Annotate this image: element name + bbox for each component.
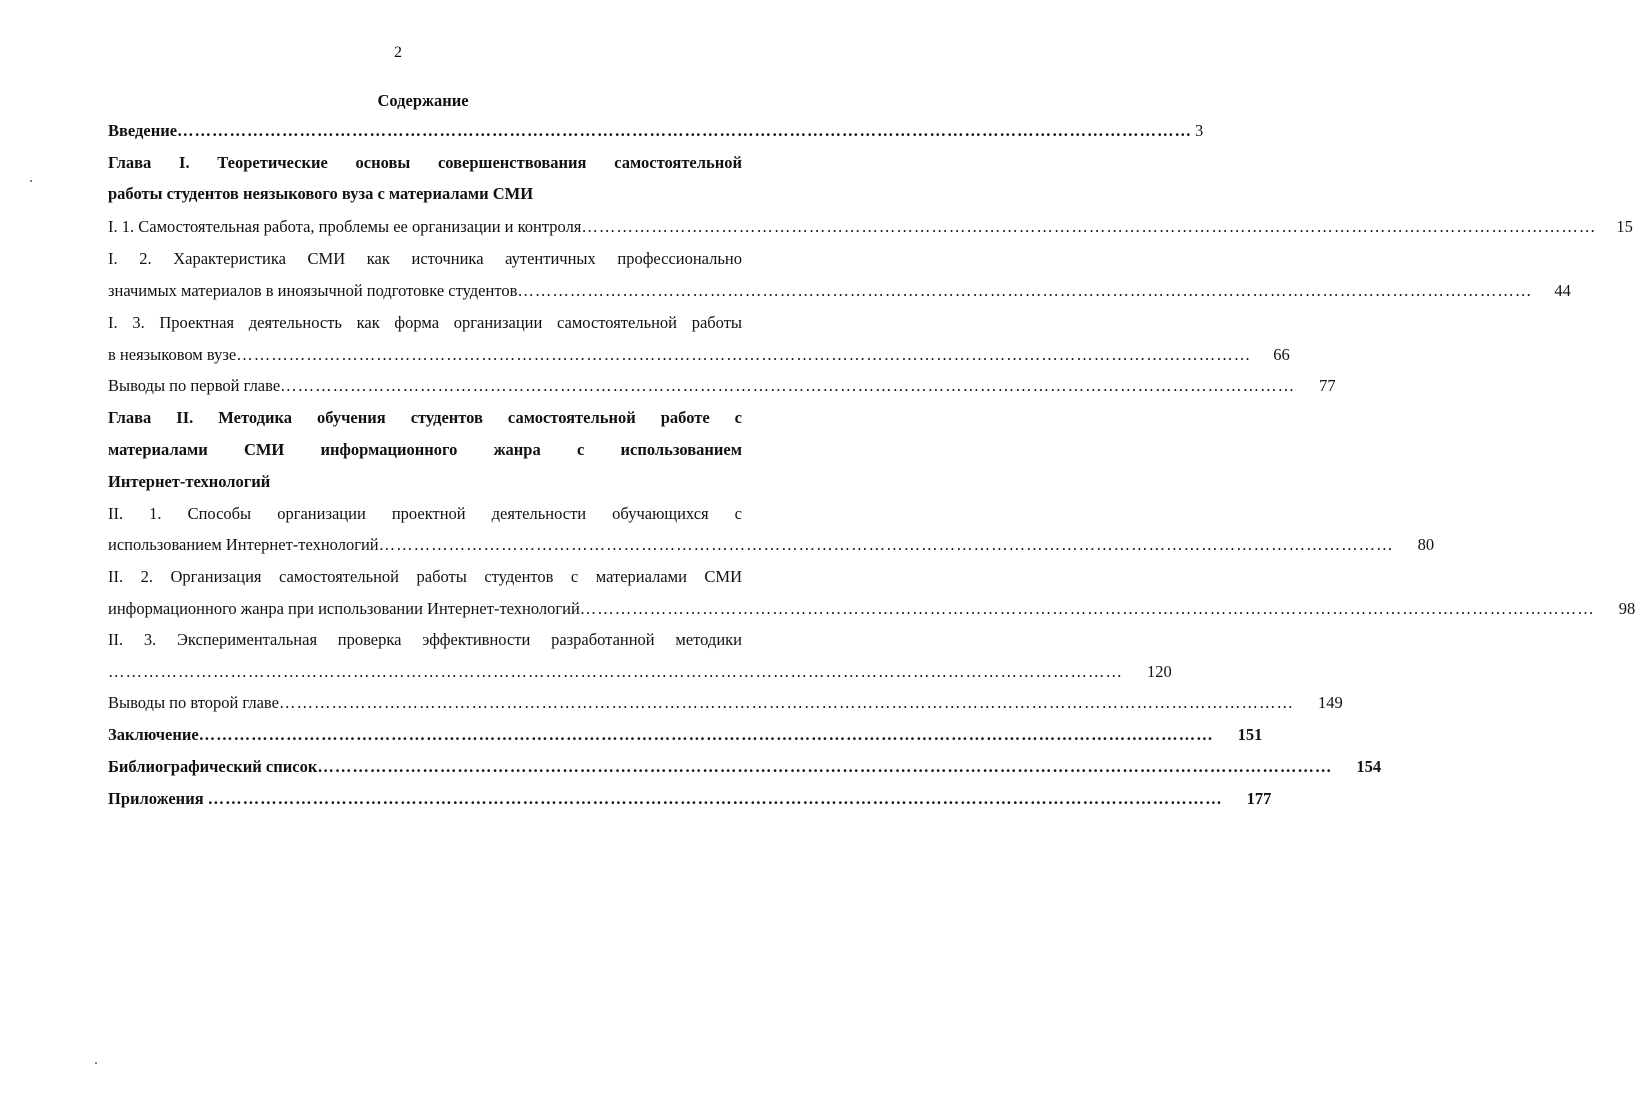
entry-page: 44 <box>1554 281 1571 300</box>
dot-leader: ………………………………………………………………………………………………………………………………………………………… <box>108 662 1123 681</box>
page-number: 2 <box>394 44 402 61</box>
dot-leader: ………………………………………………………………………………………………………………………………………………………… <box>207 789 1223 808</box>
toc-chapter-2-line2[interactable]: материалами СМИ информационного жанра с использованием <box>108 440 742 459</box>
toc-entry-1-2-line2[interactable] <box>108 281 1571 301</box>
toc-chapter-2-line1[interactable]: Глава II. Методика обучения студентов самостоятельной работе с <box>108 408 742 427</box>
entry-page: 3 <box>1195 121 1204 140</box>
entry-page: 120 <box>1147 662 1172 681</box>
entry-label: Выводы по первой главе <box>108 376 281 395</box>
entry-label: Выводы по второй главе <box>108 693 279 712</box>
toc-entry-conclusion[interactable] <box>108 725 1263 745</box>
entry-page: 154 <box>1356 757 1382 776</box>
toc-chapter-2-line3[interactable]: Интернет-технологий <box>108 472 271 491</box>
toc-entry-2-1-line2[interactable] <box>108 535 1435 555</box>
entry-page: 177 <box>1246 789 1272 808</box>
toc-entry-1-1[interactable] <box>108 217 1633 237</box>
toc-entry-2-3-line1[interactable]: II. 3. Экспериментальная проверка эффективности разработанной методики <box>108 630 742 649</box>
toc-entry-1-3-line2[interactable] <box>108 345 1290 365</box>
entry-label: в неязыковом вузе <box>108 345 237 364</box>
scan-speck <box>30 180 32 182</box>
scan-speck <box>95 1062 97 1064</box>
dot-leader: ………………………………………………………………………………………………………………………………………………………… <box>177 121 1193 140</box>
dot-leader: ………………………………………………………………………………………………………………………………………………………… <box>317 757 1333 776</box>
dot-leader: ………………………………………………………………………………………………………………………………………………………… <box>581 217 1597 236</box>
entry-page: 149 <box>1317 693 1343 712</box>
entry-page: 15 <box>1616 217 1633 236</box>
toc-entry-appendices[interactable] <box>108 789 1272 809</box>
dot-leader: ………………………………………………………………………………………………………………………………………………………… <box>280 376 1296 395</box>
dot-leader: ………………………………………………………………………………………………………………………………………………………… <box>278 693 1294 712</box>
dot-leader: ………………………………………………………………………………………………………………………………………………………… <box>517 281 1533 300</box>
toc-entry-introduction[interactable] <box>108 121 1204 141</box>
dot-leader: ………………………………………………………………………………………………………………………………………………………… <box>579 599 1595 618</box>
entry-page: 66 <box>1273 345 1290 364</box>
toc-entry-1-2-line1[interactable]: I. 2. Характеристика СМИ как источника аутентичных профессионально <box>108 249 742 268</box>
toc-entry-2-3-line2[interactable] <box>108 662 1172 682</box>
toc-entry-2-2-line1[interactable]: II. 2. Организация самостоятельной работы студентов с материалами СМИ <box>108 567 742 586</box>
entry-label: использованием Интернет-технологий <box>108 535 379 554</box>
entry-label: Библиографический список <box>108 757 318 776</box>
entry-label: Введение <box>108 121 178 140</box>
entry-page: 77 <box>1319 376 1336 395</box>
toc-entry-conclusions-2[interactable] <box>108 693 1343 713</box>
entry-label: Приложения <box>108 789 204 808</box>
entry-label: значимых материалов в иноязычной подготовке студентов <box>108 281 518 300</box>
toc-chapter-1-line1[interactable]: Глава I. Теоретические основы совершенствования самостоятельной <box>108 153 742 172</box>
toc-entry-2-2-line2[interactable] <box>108 599 1635 619</box>
entry-page: 151 <box>1237 725 1263 744</box>
toc-entry-1-3-line1[interactable]: I. 3. Проектная деятельность как форма организации самостоятельной работы <box>108 313 742 332</box>
entry-label: I. 1. Самостоятельная работа, проблемы ее организации и контроля <box>108 217 582 236</box>
entry-page: 98 <box>1618 599 1635 618</box>
toc-entry-bibliography[interactable] <box>108 757 1382 777</box>
toc-title: Содержание <box>377 91 469 110</box>
entry-label: информационного жанра при использовании Интернет-технологий <box>108 599 580 618</box>
toc-entry-conclusions-1[interactable] <box>108 376 1336 396</box>
toc-chapter-1-line2[interactable]: работы студентов неязыкового вуза с материалами СМИ <box>108 184 534 203</box>
dot-leader: ………………………………………………………………………………………………………………………………………………………… <box>236 345 1252 364</box>
entry-label: Заключение <box>108 725 199 744</box>
dot-leader: ………………………………………………………………………………………………………………………………………………………… <box>378 535 1394 554</box>
dot-leader: ………………………………………………………………………………………………………………………………………………………… <box>198 725 1214 744</box>
toc-entry-2-1-line1[interactable]: II. 1. Способы организации проектной деятельности обучающихся с <box>108 504 742 523</box>
entry-page: 80 <box>1417 535 1435 554</box>
